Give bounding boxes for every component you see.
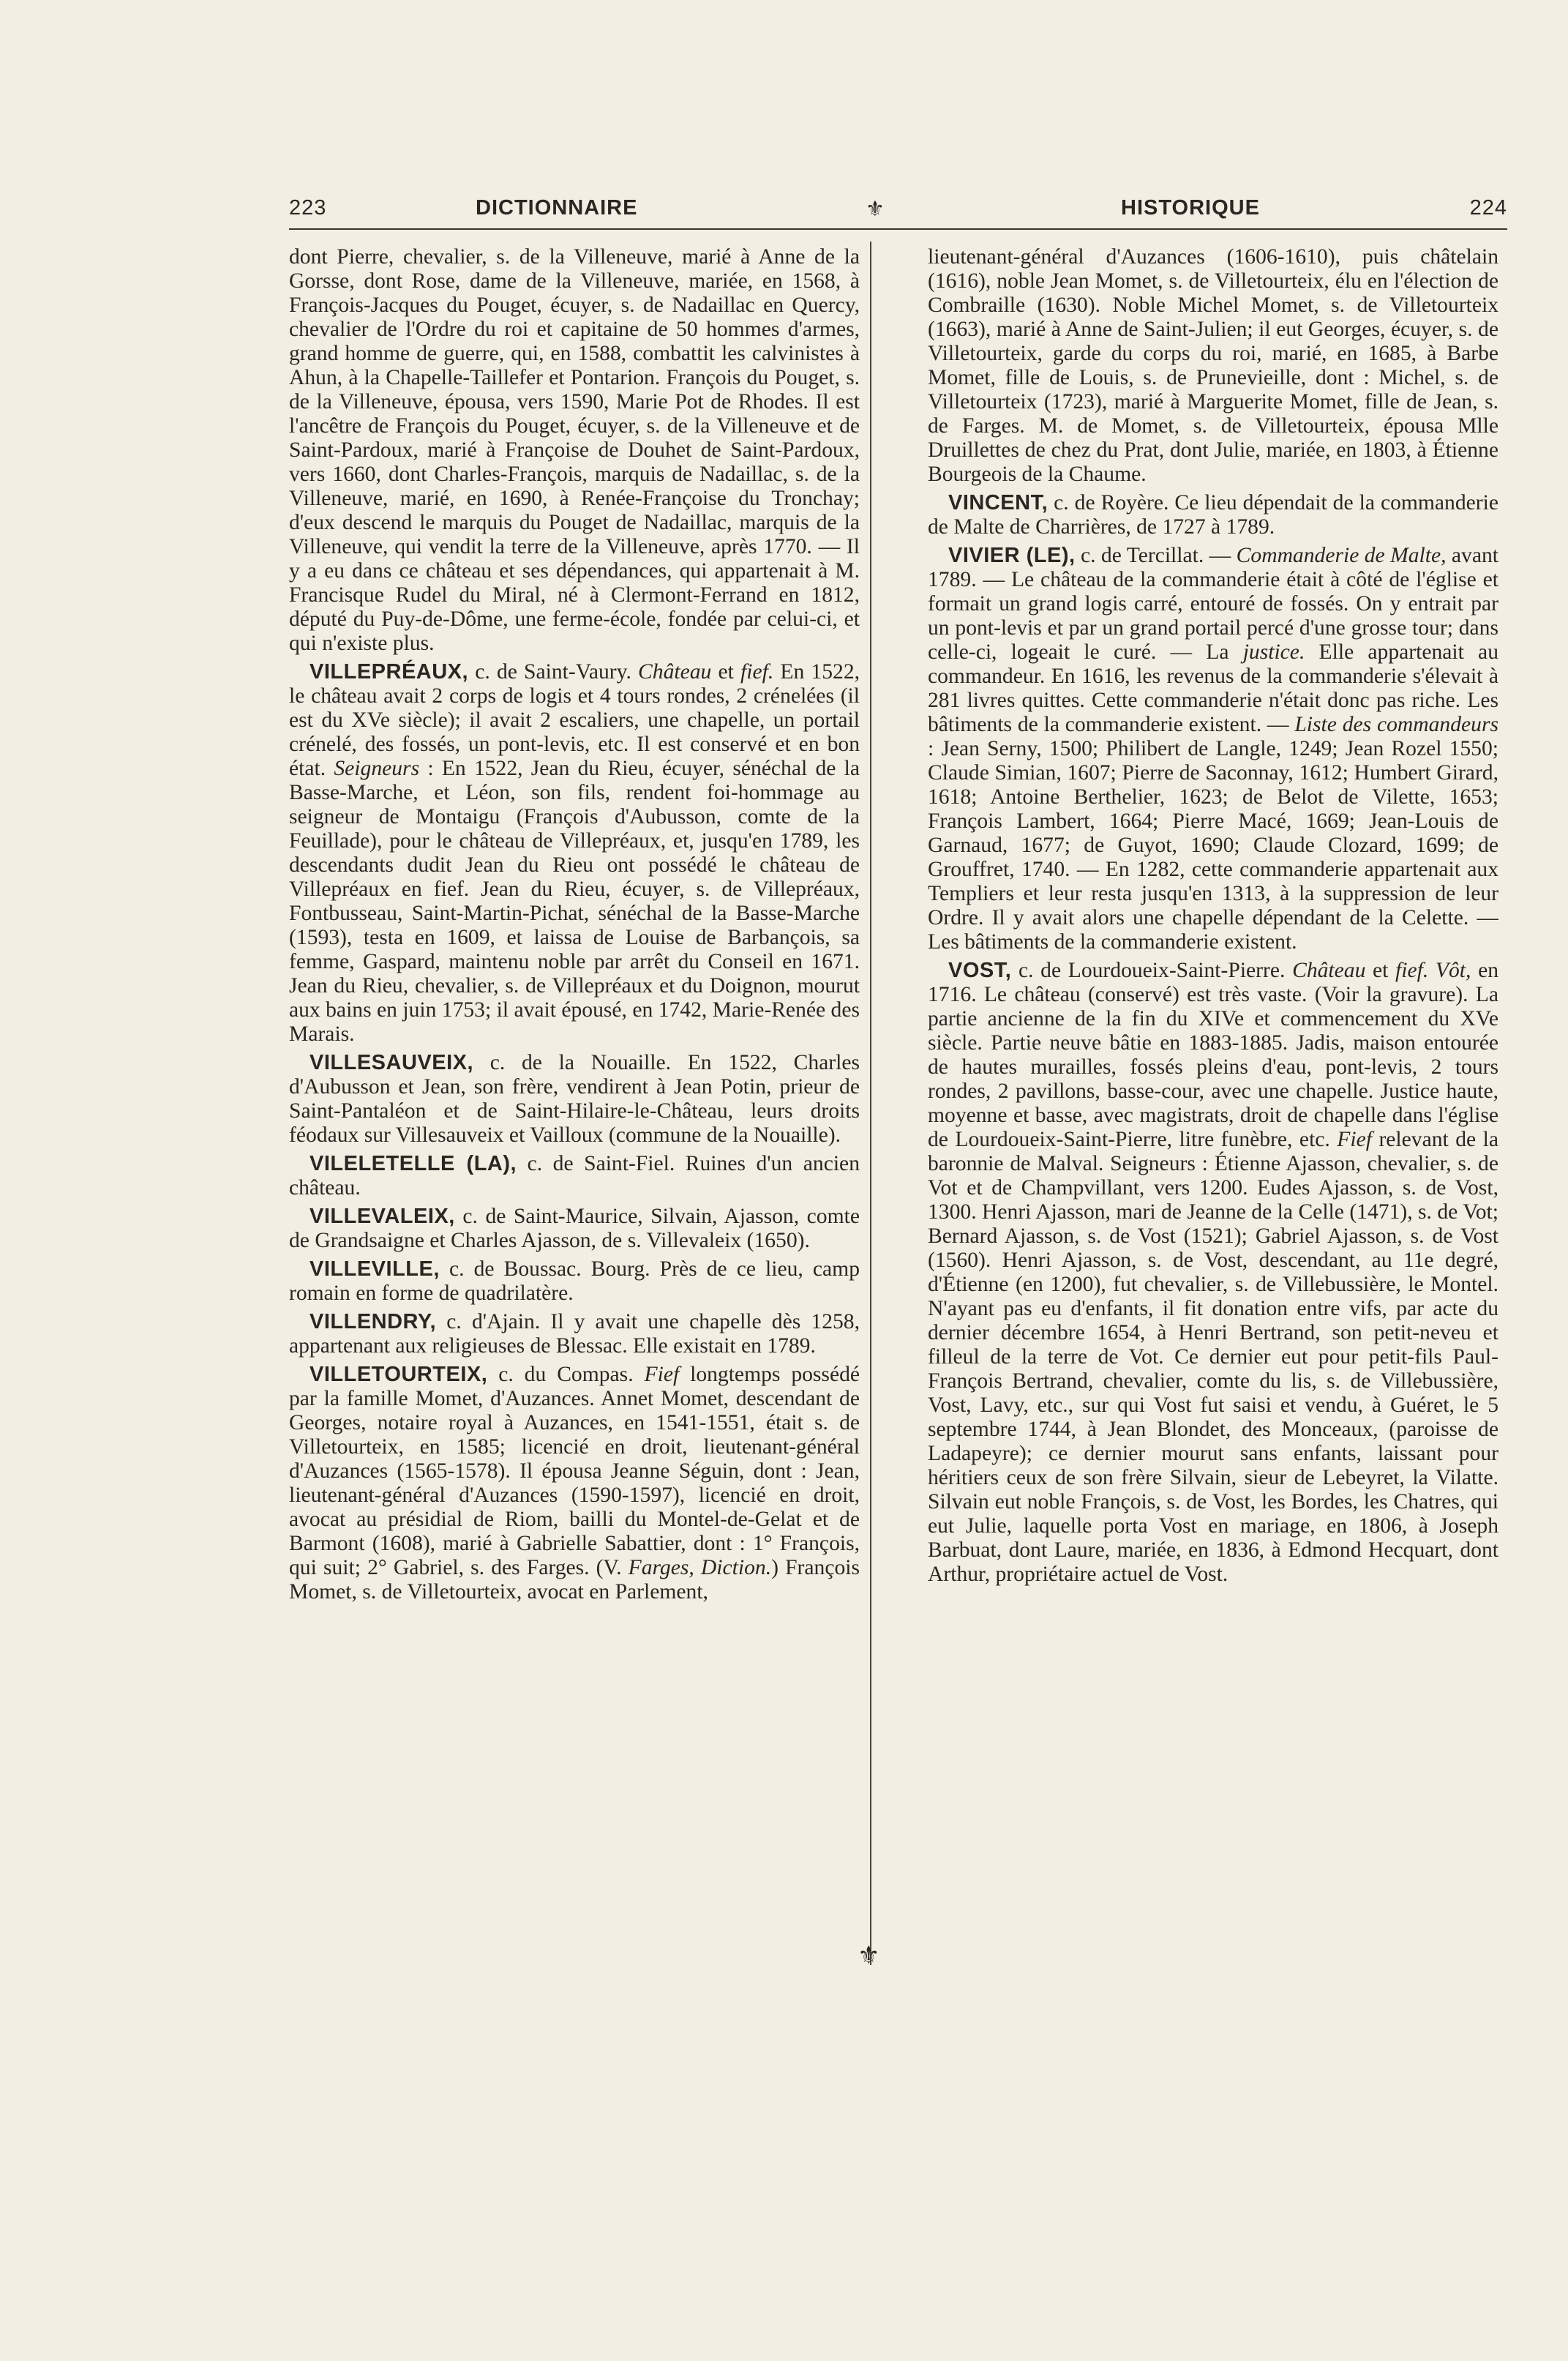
right-column — [928, 245, 1498, 1961]
entry-headword: VILELETELLE (LA), — [310, 1152, 517, 1175]
entry-villepreaux: VILLEPRÉAUX, c. de Saint-Vaury. Château et fief. En 1522, le château avait 2 corps de logis et 4 tours rondes, 2 crénelées (il est du XVe siècle); il avait 2 escaliers, une chapelle, un portail crénelé, des fossés, un pont-levis, etc. Il est conservé et en bon état. Seigneurs : En 1522, Jean du Rieu, écuyer, sénéchal de la Basse-Marche, et Léon, son fils, rendent foi-hommage au seigneur de Montaigu (François d'Aubusson, comte de la Feuillade), pour le château de Villepréaux, et, jusqu'en 1789, les descendants dudit Jean du Rieu ont possédé le château de Villepréaux en fief. Jean du Rieu, écuyer, s. de Villepréaux, Fontbusseau, Saint-Martin-Pichat, sénéchal de la Basse-Marche (1593), testa en 1609, et laissa de Louise de Barbançois, sa femme, Gaspard, maintenu noble par arrêt du Conseil en 1671. Jean du Rieu, chevalier, s. de Villepréaux et du Doignon, mourut aux bains en juin 1753; il avait épousé, en 1742, Marie-Renée des Marais. — [289, 660, 860, 1046]
entry-headword: VINCENT, — [948, 491, 1049, 515]
entry-headword: VILLESAUVEIX, — [310, 1051, 474, 1074]
entry-villendry: VILLENDRY, c. d'Ajain. Il y avait une chapelle dès 1258, appartenant aux religieuses de Blessac. Elle existait en 1789. — [289, 1310, 860, 1358]
right-page-number: 224 — [1469, 196, 1507, 220]
continuation-paragraph: dont Pierre, chevalier, s. de la Villeneuve, marié à Anne de la Gorsse, dont Rose, dame de la Villeneuve, mariée, en 1568, à François-Jacques du Pouget, écuyer, s. de Nadaillac en Quercy, chevalier de l'Ordre du roi et capitaine de 50 hommes d'armes, grand homme de guerre, qui, en 1588, combattit les calvinistes à Ahun, à la Chapelle-Taillefer et Pontarion. François du Pouget, s. de la Villeneuve, épousa, vers 1590, Marie Pot de Rhodes. Il est l'ancêtre de François du Pouget, écuyer, s. de la Villeneuve et de Saint-Pardoux, marié à Françoise de Douhet de Saint-Pardoux, vers 1660, dont Charles-François, marquis de Nadaillac, s. de la Villeneuve, marié, en 1690, à Renée-Françoise du Tronchay; d'eux descend le marquis du Pouget de Nadaillac, marquis de la Villeneuve, qui vendit la terre de la Villeneuve, après 1770. — Il y a eu dans ce château et ses dépendances, qui appartenait à M. Francisque Rudel du Miral, né à Clermont-Ferrand en 1812, député du Puy-de-Dôme, une ferme-école, fondée par celui-ci, et qui n'existe plus. — [289, 245, 860, 655]
entry-headword: VILLEPRÉAUX, — [310, 660, 469, 684]
entry-vost: VOST, c. de Lourdoueix-Saint-Pierre. Château et fief. Vôt, en 1716. Le château (conservé) est très vaste. (Voir la gravure). La partie ancienne de la fin du XIVe et commencement du XVe siècle. Partie neuve bâtie en 1883-1885. Jadis, maison entourée de hautes murailles, fossés pleins d'eau, pont-levis, 2 tours rondes, 2 pavillons, basse-cour, avec une chapelle. Justice haute, moyenne et basse, avec magistrats, droit de chapelle dans l'église de Lourdoueix-Saint-Pierre, litre funèbre, etc. Fief relevant de la baronnie de Malval. Seigneurs : Étienne Ajasson, chevalier, s. de Vot et de Champvillant, vers 1200. Eudes Ajasson, s. de Vost, 1300. Henri Ajasson, mari de Jeanne de la Celle (1471), s. de Vot; Bernard Ajasson, s. de Vost (1521); Gabriel Ajasson, s. de Vost (1560). Henri Ajasson, s. de Vost, descendant, au 11e degré, d'Étienne (en 1200), fut chevalier, s. de Villebussière, le Montel. N'ayant pas eu d'enfants, il fit donation entre vifs, par acte du dernier décembre 1654, à Henri Bertrand, son petit-neveu et filleul de la terre de Vot. Ce dernier eut pour petit-fils Paul-François Bertrand, chevalier, comte du lis, s. de Villebussière, Vost, Lavy, etc., sur qui Vost fut saisi et vendu, à Guéret, le 5 septembre 1744, à Jean Blondet, des Monceaux, (paroisse de Ladapeyre); ce dernier mourut sans enfants, laissant pour héritiers ceux de son frère Silvain, sieur de Lebeyret, la Vilatte. Silvain eut noble François, s. de Vost, les Bordes, les Chatres, qui eut Julie, laquelle porta Vost en mariage, en 1806, à Joseph Barbuat, dont Laure, mariée, en 1836, à Edmond Hecquart, dont Arthur, propriétaire actuel de Vost. — [928, 959, 1498, 1586]
entry-headword: VILLENDRY, — [310, 1310, 437, 1333]
entry-headword: VILLEVALEIX, — [310, 1205, 455, 1228]
page-header — [289, 196, 1507, 233]
entry-vivier: VIVIER (LE), c. de Tercillat. — Commanderie de Malte, avant 1789. — Le château de la commanderie était à côté de l'église et formait un grand logis carré, entouré de fossés. On y entrait par un pont-levis et par un grand portail percé d'une grosse tour; dans celle-ci, logeait le curé. — La justice. Elle appartenait au commandeur. En 1616, les revenus de la commanderie s'élevait à 281 livres quittes. Cette commanderie n'était donc pas riche. Les bâtiments de la commanderie existent. — Liste des commandeurs : Jean Serny, 1500; Philibert de Langle, 1249; Jean Rozel 1550; Claude Simian, 1607; Pierre de Saconnay, 1612; Humbert Girard, 1618; Antoine Berthelier, 1623; de Belot de Vilette, 1653; François Lambert, 1664; Pierre Macé, 1669; Jean-Louis de Garnaud, 1677; de Guyot, 1690; Claude Clozard, 1699; de Grouffret, 1740. — En 1282, cette commanderie appartenait aux Templiers et leur resta jusqu'en 1313, à la suppression de leur Ordre. Il y avait alors une chapelle dépendant de la Celette. — Les bâtiments de la commanderie existent. — [928, 544, 1498, 954]
left-running-title: DICTIONNAIRE — [476, 196, 638, 220]
entry-vileletelle: VILELETELLE (LA), c. de Saint-Fiel. Ruines d'un ancien château. — [289, 1152, 860, 1200]
entry-headword: VOST, — [948, 959, 1012, 982]
fleur-de-lis-icon: ⚜ — [858, 1942, 880, 1969]
right-running-title: HISTORIQUE — [1121, 196, 1260, 220]
entry-headword: VILLETOURTEIX, — [310, 1363, 488, 1386]
header-rule — [289, 228, 1507, 230]
continuation-paragraph: lieutenant-général d'Auzances (1606-1610), puis châtelain (1616), noble Jean Momet, s. de Villetourteix, élu en l'élection de Combraille (1630). Noble Michel Momet, s. de Villetourteix (1663), marié à Anne de Saint-Julien; il eut Georges, écuyer, s. de Villetourteix, garde du corps du roi, marié, en 1685, à Barbe Momet, fille de Louis, s. de Prunevieille, dont : Michel, s. de Villetourteix (1723), marié à Marguerite Momet, fille de Jean, s. de Farges. M. de Momet, s. de Villetourteix, épousa Mlle Druillettes de chez du Prat, dont Julie, mariée, en 1803, à Étienne Bourgeois de la Chaume. — [928, 245, 1498, 486]
left-column — [289, 245, 860, 1961]
column-divider — [870, 242, 871, 1965]
entry-vincent: VINCENT, c. de Royère. Ce lieu dépendait de la commanderie de Malte de Charrières, de 1727 à 1789. — [928, 491, 1498, 539]
entry-headword: VIVIER (LE), — [948, 544, 1076, 567]
left-page-number: 223 — [289, 196, 327, 220]
entry-villevaleix: VILLEVALEIX, c. de Saint-Maurice, Silvain, Ajasson, comte de Grandsaigne et Charles Ajasson, de s. Villevaleix (1650). — [289, 1205, 860, 1252]
fleur-de-lis-icon: ⚜ — [866, 198, 885, 221]
entry-villetourteix: VILLETOURTEIX, c. du Compas. Fief longtemps possédé par la famille Momet, d'Auzances. Annet Momet, descendant de Georges, notaire royal à Auzances, en 1541-1551, était s. de Villetourteix, en 1585; licencié en droit, lieutenant-général d'Auzances (1565-1578). Il épousa Jeanne Séguin, dont : Jean, lieutenant-général d'Auzances (1590-1597), licencié en droit, avocat au présidial de Riom, bailli du Montel-de-Gelat et de Barmont (1608), marié à Gabrielle Sabattier, dont : 1° François, qui suit; 2° Gabriel, s. des Farges. (V. Farges, Diction.) François Momet, s. de Villetourteix, avocat en Parlement, — [289, 1363, 860, 1604]
entry-villesauveix: VILLESAUVEIX, c. de la Nouaille. En 1522, Charles d'Aubusson et Jean, son frère, vendirent à Jean Potin, prieur de Saint-Pantaléon et de Saint-Hilaire-le-Château, leurs droits féodaux sur Villesauveix et Vailloux (commune de la Nouaille). — [289, 1051, 860, 1147]
entry-villeville: VILLEVILLE, c. de Boussac. Bourg. Près de ce lieu, camp romain en forme de quadrilatère. — [289, 1257, 860, 1305]
entry-headword: VILLEVILLE, — [310, 1257, 440, 1281]
